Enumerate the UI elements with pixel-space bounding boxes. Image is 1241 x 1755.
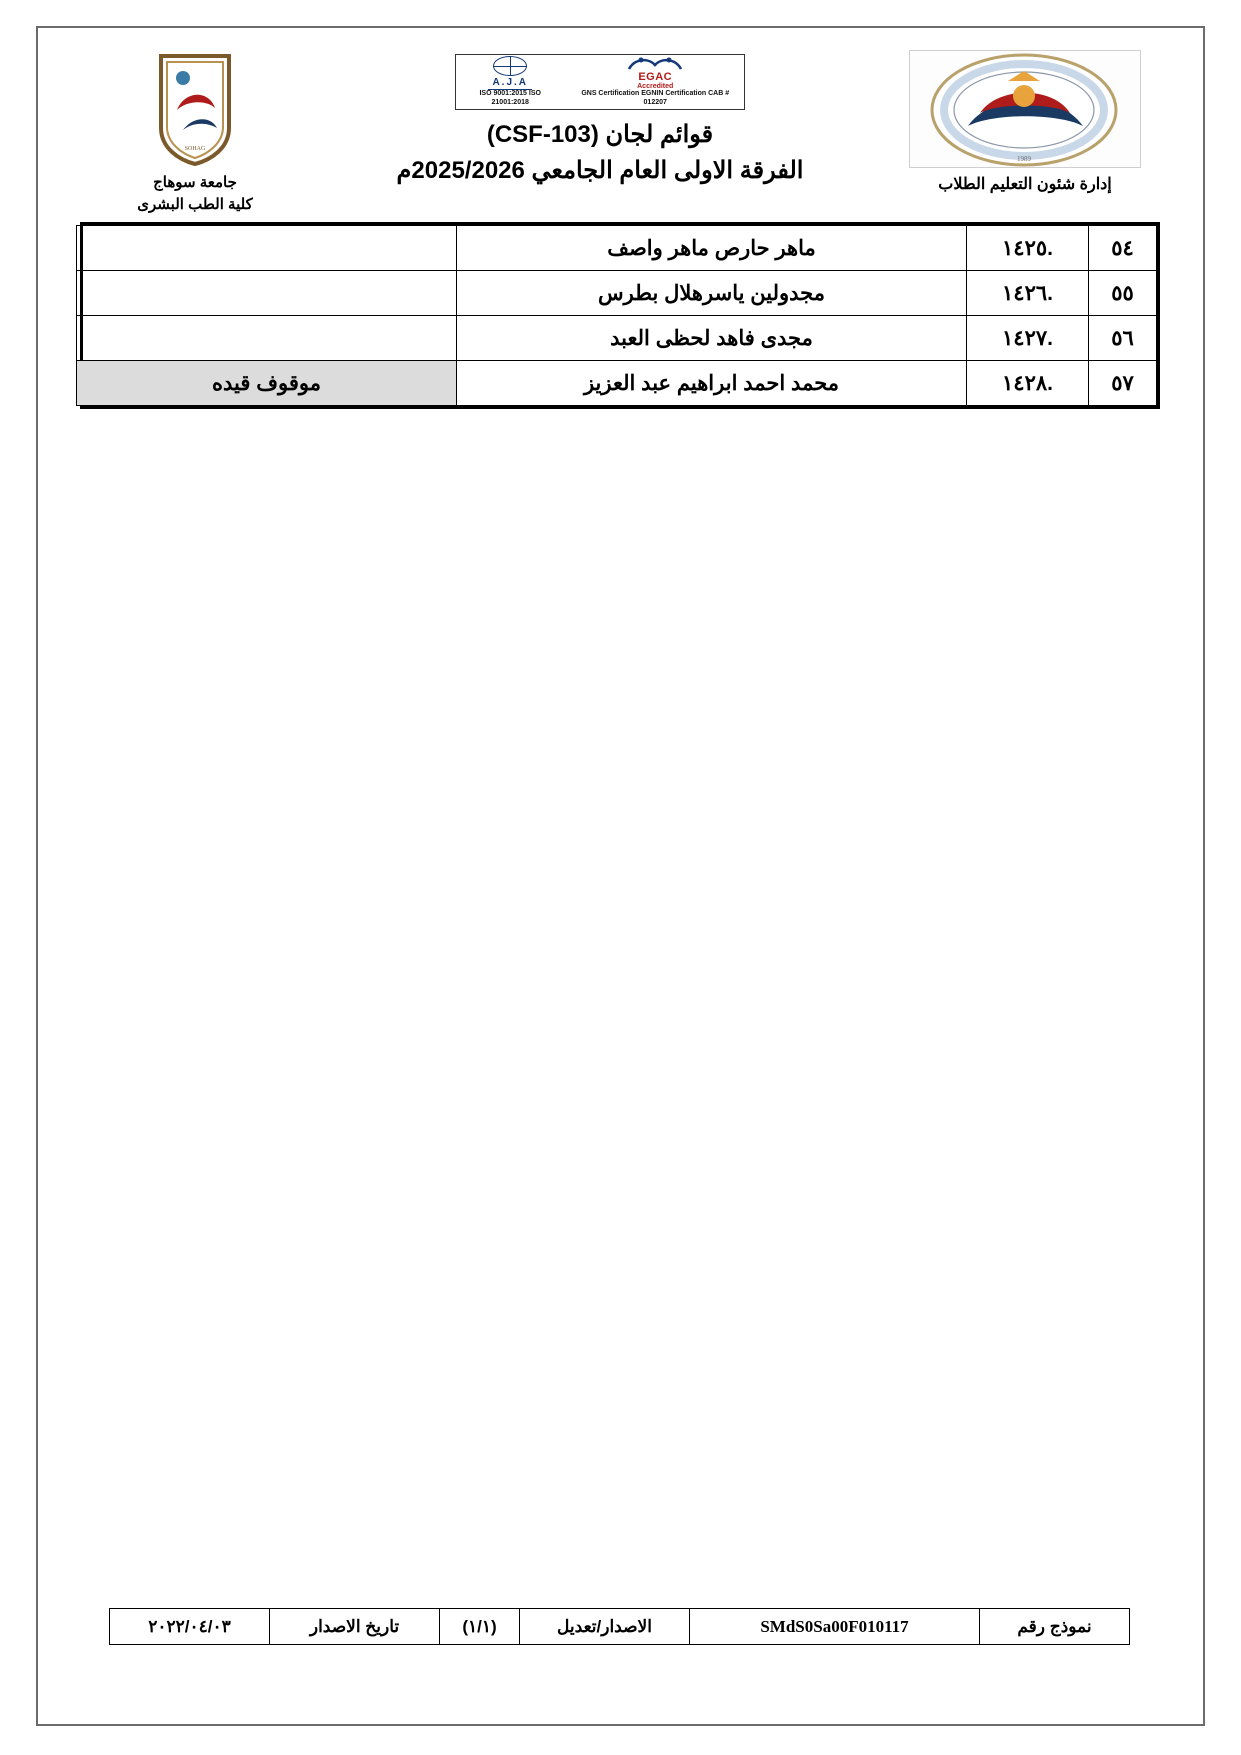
row-student-id: .١٤٢٥ xyxy=(967,226,1089,271)
footer-table xyxy=(109,1608,1130,1645)
footer-form-label: نموذج رقم xyxy=(980,1609,1130,1645)
university-name xyxy=(137,172,252,216)
svg-text:1989: 1989 xyxy=(1017,155,1031,163)
row-note: موقوف قيده xyxy=(77,361,457,406)
footer-issue-value: (١/١) xyxy=(440,1609,520,1645)
row-sequence: ٥٥ xyxy=(1089,271,1157,316)
header-left-block xyxy=(890,50,1160,194)
row-sequence: ٥٧ xyxy=(1089,361,1157,406)
row-student-name: مجدولين ياسرهلال بطرس xyxy=(457,271,967,316)
row-student-id: .١٤٢٦ xyxy=(967,271,1089,316)
row-student-id: .١٤٢٧ xyxy=(967,316,1089,361)
document-title-line2: الفرقة الاولى العام الجامعي 2025/2026م xyxy=(396,157,804,184)
header-right-block xyxy=(80,50,310,216)
footer-issue-label: الاصدار/تعديل xyxy=(520,1609,690,1645)
row-note xyxy=(77,316,457,361)
faculty-label: كلية الطب البشرى xyxy=(137,195,253,213)
svg-text:SOHAG: SOHAG xyxy=(184,146,206,152)
egac-logo xyxy=(572,56,738,108)
footer-form-code: SMdS0Sa00F010117 xyxy=(690,1609,980,1645)
row-sequence: ٥٤ xyxy=(1089,226,1157,271)
students-table-container xyxy=(80,222,1160,409)
header-center-block xyxy=(310,50,890,185)
aja-text: ISO 9001:2015 ISO 21001:2018 xyxy=(479,90,541,106)
globe-icon xyxy=(493,56,527,76)
university-crest-logo xyxy=(909,50,1141,168)
document-header xyxy=(80,50,1160,215)
table-row xyxy=(77,271,1157,316)
aja-logo xyxy=(462,56,558,108)
document-title-line1: قوائم لجان (CSF-103) xyxy=(486,121,714,148)
row-student-name: ماهر حارص ماهر واصف xyxy=(457,226,967,271)
egac-text: GNS Certification EGNIN Certification CAB # 012207 xyxy=(581,90,730,106)
department-label: إدارة شئون التعليم الطلاب xyxy=(938,176,1112,193)
row-note xyxy=(77,271,457,316)
faculty-crest-logo xyxy=(153,50,237,168)
footer-row xyxy=(110,1609,1130,1645)
row-note xyxy=(77,226,457,271)
table-row xyxy=(77,361,1157,406)
accreditation-logos xyxy=(455,54,745,110)
footer-date-value: ٢٠٢٢/٠٤/٠٣ xyxy=(110,1609,270,1645)
row-student-id: .١٤٢٨ xyxy=(967,361,1089,406)
row-student-name: مجدى فاهد لحظى العبد xyxy=(457,316,967,361)
students-table xyxy=(76,225,1157,406)
aja-title: A.J.A xyxy=(488,78,532,90)
row-sequence: ٥٦ xyxy=(1089,316,1157,361)
table-row xyxy=(77,226,1157,271)
row-student-name: محمد احمد ابراهيم عبد العزيز xyxy=(457,361,967,406)
university-label: جامعة سوهاج xyxy=(153,174,237,191)
footer-date-label: تاريخ الاصدار xyxy=(270,1609,440,1645)
table-row xyxy=(77,316,1157,361)
egac-subtitle: Accredited xyxy=(637,83,674,91)
egac-title: EGAC xyxy=(638,71,673,84)
document-footer xyxy=(110,1608,1130,1645)
